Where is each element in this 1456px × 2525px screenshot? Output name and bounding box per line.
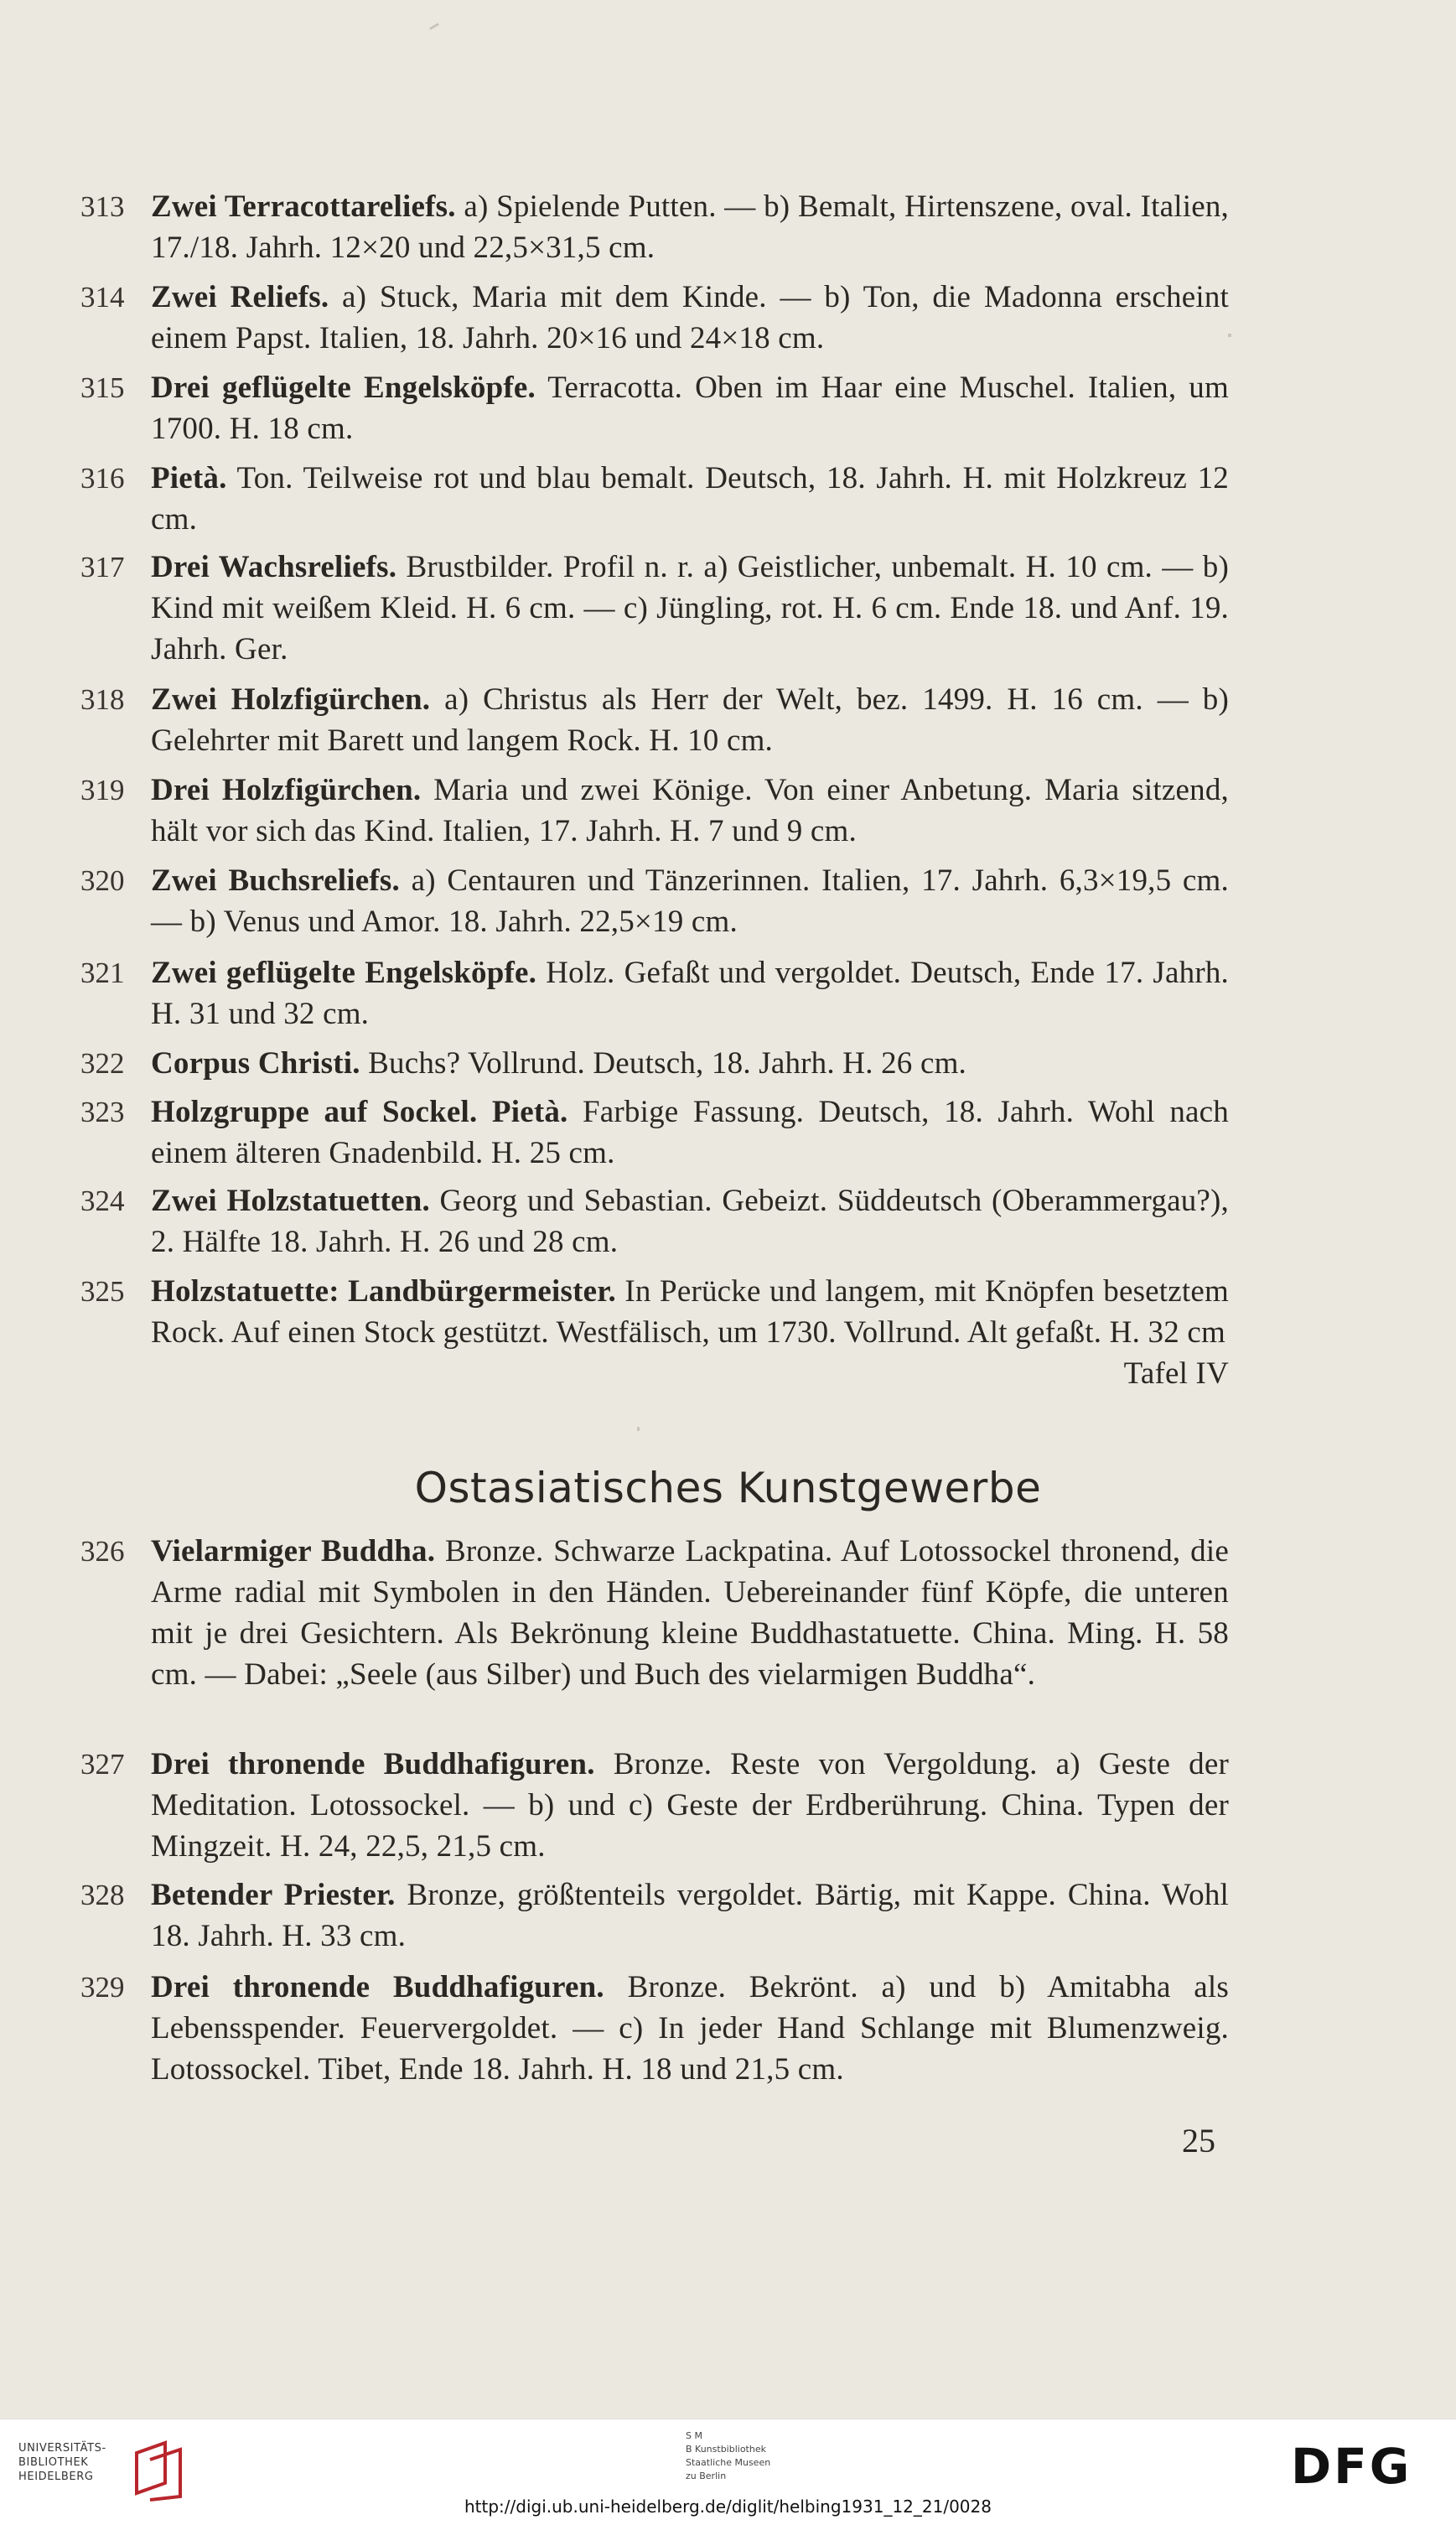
entry-title: Holzstatuette: Landbürgermeister. — [151, 1274, 616, 1309]
entry-description — [151, 1091, 1229, 1174]
entry-title: Holzgruppe auf Sockel. Pietà. — [151, 1095, 568, 1129]
entry-title: Zwei Terracottareliefs. — [151, 189, 456, 224]
entry-text: Buchs? Vollrund. Deutsch, 18. Jahrh. H. 26 cm. — [360, 1046, 966, 1081]
entry-title: Drei thronende Buddhafiguren. — [151, 1970, 604, 2004]
catalog-entry — [80, 860, 1229, 942]
entry-number: 322 — [80, 1047, 125, 1080]
smb-kunstbibliothek-logo — [686, 2429, 770, 2483]
entry-description — [151, 547, 1229, 670]
dfg-logo: DFG — [1291, 2438, 1412, 2495]
catalog-entry — [80, 1531, 1229, 1695]
permalink-url[interactable]: http://digi.ub.uni-heidelberg.de/diglit/helbing1931_12_21/0028 — [464, 2496, 992, 2517]
entry-text: Bronze. Bekrönt. a) und b) Amitabha als Lebensspender. Feuervergoldet. — c) In jeder Hand Schlange mit Blumenzweig. Lotossockel. Tibet, Ende 18. Jahrh. H. 18 und 21,5 cm. — [151, 1970, 1229, 2087]
entry-description — [151, 1874, 1229, 1957]
catalog-entry — [80, 679, 1229, 761]
entry-number: 318 — [80, 683, 125, 716]
entry-number: 321 — [80, 957, 125, 989]
entry-text: Terracotta. Oben im Haar eine Muschel. Italien, um 1700. H. 18 cm. — [151, 371, 1229, 446]
entry-number: 315 — [80, 371, 125, 404]
catalog-entry — [80, 1043, 1229, 1084]
digitization-footer — [0, 2419, 1456, 2525]
smb-line: zu Berlin — [686, 2471, 727, 2481]
entry-number: 329 — [80, 1971, 125, 2004]
entry-text: Bronze. Reste von Vergoldung. a) Geste der Meditation. Lotossockel. — b) und c) Geste der Erdberührung. China. Typen der Mingzeit. H. 24, 22,5, 21,5 cm. — [151, 1747, 1229, 1864]
entry-number: 316 — [80, 462, 125, 495]
entry-description — [151, 1744, 1229, 1867]
entry-description — [151, 1967, 1229, 2090]
catalog-entry — [80, 952, 1229, 1034]
entry-title: Pietà. — [151, 461, 227, 495]
entry-description — [151, 952, 1229, 1034]
entry-title: Vielarmiger Buddha. — [151, 1534, 436, 1568]
entry-number: 325 — [80, 1275, 125, 1308]
entry-title: Zwei Holzfigürchen. — [151, 682, 431, 717]
entry-text: Maria und zwei Könige. Von einer Anbetung. Maria sitzend, hält vor sich das Kind. Italien, 17. Jahrh. H. 7 und 9 cm. — [151, 773, 1229, 848]
catalog-entry — [80, 1967, 1229, 2090]
ub-line: BIBLIOTHEK — [18, 2456, 89, 2469]
ub-line: HEIDELBERG — [18, 2471, 94, 2483]
entry-number: 323 — [80, 1096, 125, 1128]
entry-text: Ton. Teilweise rot und blau bemalt. Deutsch, 18. Jahrh. H. mit Holzkreuz 12 cm. — [151, 461, 1229, 537]
smb-line: Staatliche Museen — [686, 2457, 771, 2468]
section-title: Ostasiatisches Kunstgewerbe — [414, 1464, 1042, 1512]
entry-title: Zwei Buchsreliefs. — [151, 863, 400, 898]
catalog-entry — [80, 1271, 1229, 1394]
entry-text: Georg und Sebastian. Gebeizt. Süddeutsch (Oberammergau?), 2. Hälfte 18. Jahrh. H. 26 und 28 cm. — [151, 1184, 1229, 1259]
entry-number: 320 — [80, 864, 125, 897]
catalog-entry — [80, 1744, 1229, 1867]
scan-speck — [429, 23, 439, 30]
entry-title: Zwei Reliefs. — [151, 280, 329, 314]
entry-title: Drei geflügelte Engelsköpfe. — [151, 371, 536, 405]
catalog-entry — [80, 1874, 1229, 1957]
entry-title: Drei Wachsreliefs. — [151, 550, 397, 584]
entry-text: a) Spielende Putten. — b) Bemalt, Hirtenszene, oval. Italien, 17./18. Jahrh. 12×20 und 22,5×31,5 cm. — [151, 189, 1229, 265]
ub-emblem-icon — [132, 2436, 192, 2503]
catalog-entry — [80, 1180, 1229, 1262]
entry-number: 313 — [80, 190, 125, 223]
entry-text: a) Christus als Herr der Welt, bez. 1499. H. 16 cm. — b) Gelehrter mit Barett und langem Rock. H. 10 cm. — [151, 682, 1229, 758]
catalog-entry — [80, 1091, 1229, 1174]
entry-text: a) Centauren und Tänzerinnen. Italien, 17. Jahrh. 6,3×19,5 cm. — b) Venus und Amor. 18. Jahrh. 22,5×19 cm. — [151, 863, 1229, 939]
entry-number: 326 — [80, 1535, 125, 1568]
entry-description — [151, 679, 1229, 761]
entry-number: 317 — [80, 551, 125, 583]
entry-text: Holz. Gefaßt und vergoldet. Deutsch, Ende 17. Jahrh. H. 31 und 32 cm. — [151, 956, 1229, 1031]
entry-number: 319 — [80, 774, 125, 806]
ub-heidelberg-logo[interactable] — [18, 2436, 211, 2503]
page-number: 25 — [1182, 2122, 1215, 2159]
entry-text: Bronze. Schwarze Lackpatina. Auf Lotossockel thronend, die Arme radial mit Symbolen in den Händen. Uebereinander fünf Köpfe, die unteren mit je drei Gesichtern. Als Bekrönung kleine Buddhastatuette. China. Ming. H. 58 cm. — Dabei: „Seele (aus Silber) und Buch des vielarmigen Buddha“. — [151, 1534, 1229, 1692]
entry-title: Betender Priester. — [151, 1878, 396, 1912]
catalog-entry — [80, 547, 1229, 670]
entry-description — [151, 1180, 1229, 1262]
catalog-entry — [80, 770, 1229, 852]
entry-title: Zwei geflügelte Engelsköpfe. — [151, 956, 537, 990]
entry-description — [151, 277, 1229, 359]
smb-line: B Kunstbibliothek — [686, 2444, 766, 2455]
entry-number: 327 — [80, 1748, 125, 1781]
entry-text: Brustbilder. Profil n. r. a) Geistlicher, unbemalt. H. 10 cm. — b) Kind mit weißem Kleid. H. 6 cm. — c) Jüngling, rot. H. 6 cm. Ende 18. und Anf. 19. Jahrh. Ger. — [151, 550, 1230, 666]
entry-text: Bronze, größtenteils vergoldet. Bärtig, mit Kappe. China. Wohl 18. Jahrh. H. 33 cm. — [151, 1878, 1229, 1953]
scan-speck — [637, 1427, 640, 1431]
ub-heidelberg-name — [18, 2441, 106, 2484]
entry-title: Corpus Christi. — [151, 1046, 360, 1081]
entry-description — [151, 1271, 1229, 1391]
entry-description — [151, 458, 1229, 540]
entry-title: Drei Holzfigürchen. — [151, 773, 422, 807]
entry-number: 324 — [80, 1185, 125, 1217]
entry-description — [151, 770, 1229, 852]
entry-text: Farbige Fassung. Deutsch, 18. Jahrh. Wohl nach einem älteren Gnadenbild. H. 25 cm. — [151, 1095, 1229, 1170]
catalog-entry — [80, 277, 1229, 359]
entry-description — [151, 367, 1229, 449]
entry-description — [151, 1531, 1229, 1695]
entry-title: Zwei Holzstatuetten. — [151, 1184, 430, 1218]
entry-description — [151, 186, 1229, 268]
entry-description — [151, 1043, 1229, 1084]
entry-number: 314 — [80, 281, 125, 314]
entry-number: 328 — [80, 1879, 125, 1911]
ub-line: UNIVERSITÄTS- — [18, 2442, 106, 2455]
catalog-entry — [80, 367, 1229, 449]
plate-reference: Tafel IV — [1123, 1356, 1229, 1391]
catalog-entry — [80, 458, 1229, 540]
entry-title: Drei thronende Buddhafiguren. — [151, 1747, 595, 1781]
entry-text: a) Stuck, Maria mit dem Kinde. — b) Ton, die Madonna erscheint einem Papst. Italien, 18. Jahrh. 20×16 und 24×18 cm. — [151, 280, 1229, 355]
entry-text: In Perücke und langem, mit Knöpfen besetztem Rock. Auf einen Stock gestützt. Westfälisch, um 1730. Vollrund. Alt gefaßt. H. 32 cm — [151, 1274, 1229, 1350]
catalog-entry — [80, 186, 1229, 268]
entry-description — [151, 860, 1229, 942]
smb-line: S M — [686, 2430, 702, 2441]
